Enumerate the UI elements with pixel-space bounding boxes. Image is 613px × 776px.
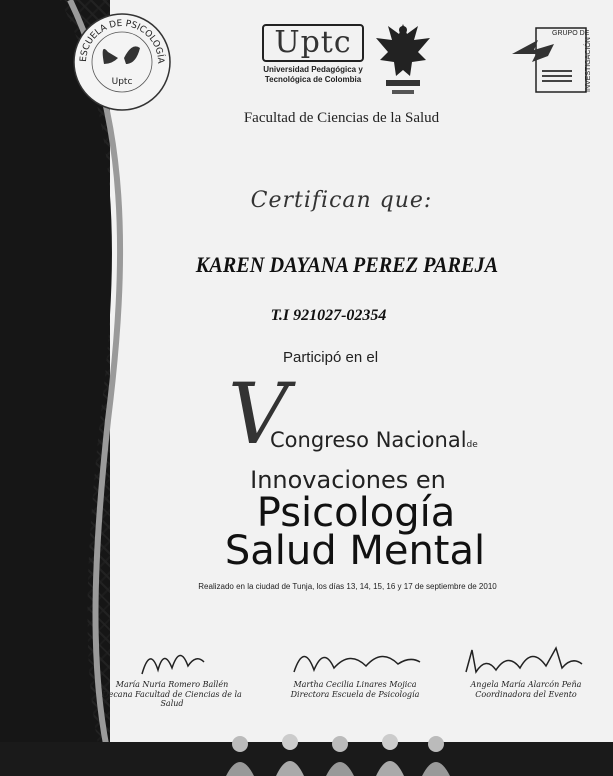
figures-illustration — [200, 730, 460, 776]
signature-block-director — [270, 636, 440, 699]
event-line-psicologia: Psicología — [256, 490, 456, 536]
seal-text: ESCUELA DE PSICOLOGÍA — [78, 18, 166, 64]
school-seal-logo — [72, 12, 172, 112]
signatory-role: Coordinadora del Evento — [475, 690, 577, 699]
signatory-role: Directora Escuela de Psicología — [290, 690, 420, 699]
event-roman-numeral: V — [228, 365, 289, 463]
signature-block-coordinator — [446, 636, 606, 699]
research-group-logo — [508, 20, 594, 100]
participated-text: Participó en el — [282, 349, 379, 366]
eagle-emblem-icon — [374, 16, 432, 102]
handwritten-signature — [92, 636, 252, 680]
event-congreso — [270, 428, 478, 452]
recipient-name: KAREN DAYANA PEREZ PAREJA — [195, 252, 499, 277]
grupo-text-2: INVESTIGACIÓN — [585, 37, 592, 92]
uptc-name-1: Universidad Pedagógica y — [263, 65, 363, 74]
signatory-role: Decana Facultad de Ciencias de la Salud — [102, 690, 242, 708]
seal-sub: Uptc — [111, 77, 133, 87]
uptc-logo — [258, 24, 368, 85]
uptc-wordmark: Uptc — [262, 24, 363, 62]
handwritten-signature — [270, 636, 440, 680]
event-dates-text: Realizado en la ciudad de Tunja, los días 13, 14, 15, 16 y 17 de septiembre de 2010 — [198, 582, 497, 591]
certify-heading: Certifican que: — [250, 188, 433, 213]
grupo-text-1: GRUPO DE — [552, 30, 590, 37]
congreso-text: Congreso Nacional — [270, 428, 467, 452]
recipient-id: T.I 921027-02354 — [270, 307, 387, 324]
faculty-name: Facultad de Ciencias de la Salud — [243, 110, 440, 126]
signatory-name: Martha Cecilia Linares Mojica — [293, 680, 417, 689]
signature-block-dean — [92, 636, 252, 708]
signatory-name: Angela María Alarcón Peña — [470, 680, 582, 689]
signatory-name: María Nuria Romero Ballén — [115, 680, 229, 689]
event-line-innovaciones: Innovaciones en — [250, 466, 446, 494]
congreso-suffix: de — [466, 440, 478, 450]
event-line-salud-mental: Salud Mental — [224, 528, 486, 574]
uptc-name-2: Tecnológica de Colombia — [264, 75, 362, 84]
handwritten-signature — [446, 636, 606, 680]
